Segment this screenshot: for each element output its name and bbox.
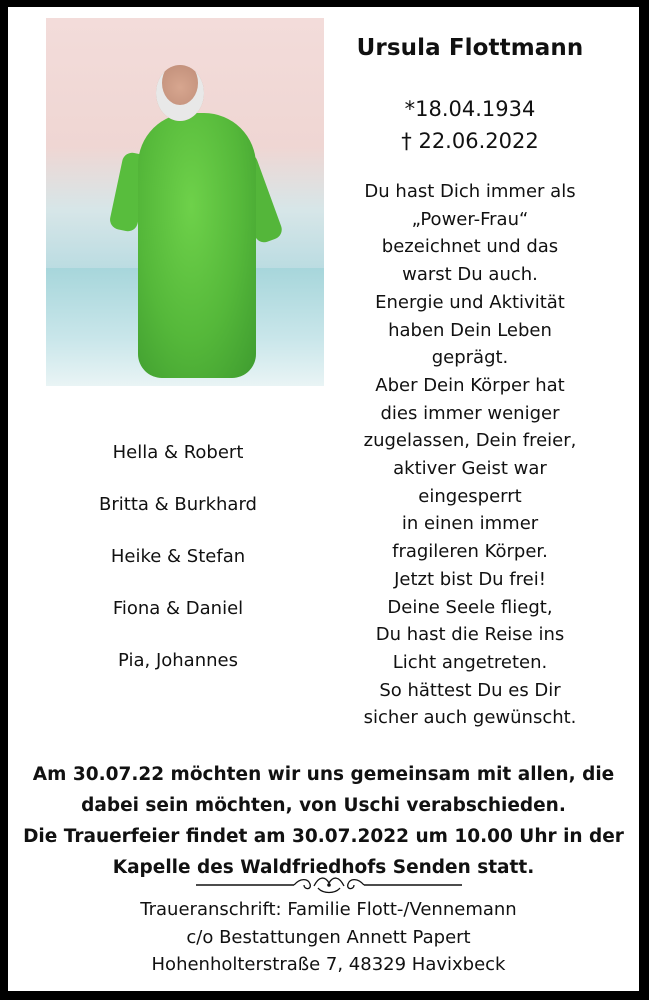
poem-line: Jetzt bist Du frei! (394, 568, 546, 590)
mourning-address (96, 896, 561, 979)
poem-line: haben Dein Leben (388, 319, 552, 341)
obituary-card (8, 7, 639, 991)
death-date: † 22.06.2022 (401, 129, 539, 153)
poem-line: Aber Dein Körper hat (375, 374, 565, 396)
birth-date: *18.04.1934 (404, 97, 536, 121)
portrait-head (156, 65, 204, 121)
poem-line: eingesperrt (418, 485, 522, 507)
family-member: Britta & Burkhard (99, 494, 257, 515)
poem-line: zugelassen, Dein freier, (363, 430, 577, 452)
notice-line: Die Trauerfeier findet am 30.07.2022 um 10.00 Uhr in der (23, 826, 624, 847)
notice-line: Kapelle des Waldfriedhofs Senden statt. (112, 857, 535, 878)
poem-line: Du hast die Reise ins (375, 624, 565, 646)
portrait-photo (46, 18, 324, 386)
poem-line: Deine Seele fliegt, (387, 596, 553, 618)
address-line: Hohenholterstraße 7, 48329 Havixbeck (151, 954, 506, 976)
poem-line: So hättest Du es Dir (379, 679, 561, 701)
poem-line: Du hast Dich immer als (364, 181, 576, 202)
poem-line: Energie und Aktivität (375, 291, 565, 313)
notice-line: Am 30.07.22 möchten wir uns gemeinsam mit allen, die (32, 764, 615, 785)
ornamental-divider-icon (196, 874, 462, 896)
life-dates (320, 93, 620, 157)
poem-line: „Power-Frau“ (411, 208, 529, 230)
poem-line: warst Du auch. (402, 264, 538, 286)
family-list (63, 440, 293, 700)
family-member: Heike & Stefan (110, 546, 246, 567)
address-line: c/o Bestattungen Annett Papert (186, 926, 471, 948)
poem-line: geprägt. (431, 347, 509, 369)
deceased-name: Ursula Flottmann (356, 35, 584, 61)
family-member: Pia, Johannes (118, 650, 238, 671)
poem-line: aktiver Geist war (393, 458, 547, 480)
poem-line: bezeichnet und das (381, 236, 559, 258)
notice-line: dabei sein möchten, von Uschi verabschieden. (81, 795, 566, 816)
poem-line: fragileren Körper. (392, 541, 548, 563)
funeral-notice (18, 759, 629, 883)
address-line: Traueranschrift: Familie Flott-/Vennemann (140, 899, 517, 920)
poem-line: sicher auch gewünscht. (363, 707, 577, 729)
poem-line: in einen immer (401, 513, 539, 535)
portrait-figure (138, 113, 256, 378)
poem-line: dies immer weniger (380, 402, 560, 424)
family-member: Hella & Robert (112, 442, 244, 463)
poem (320, 178, 620, 732)
poem-line: Licht angetreten. (392, 651, 548, 673)
family-member: Fiona & Daniel (112, 598, 244, 619)
